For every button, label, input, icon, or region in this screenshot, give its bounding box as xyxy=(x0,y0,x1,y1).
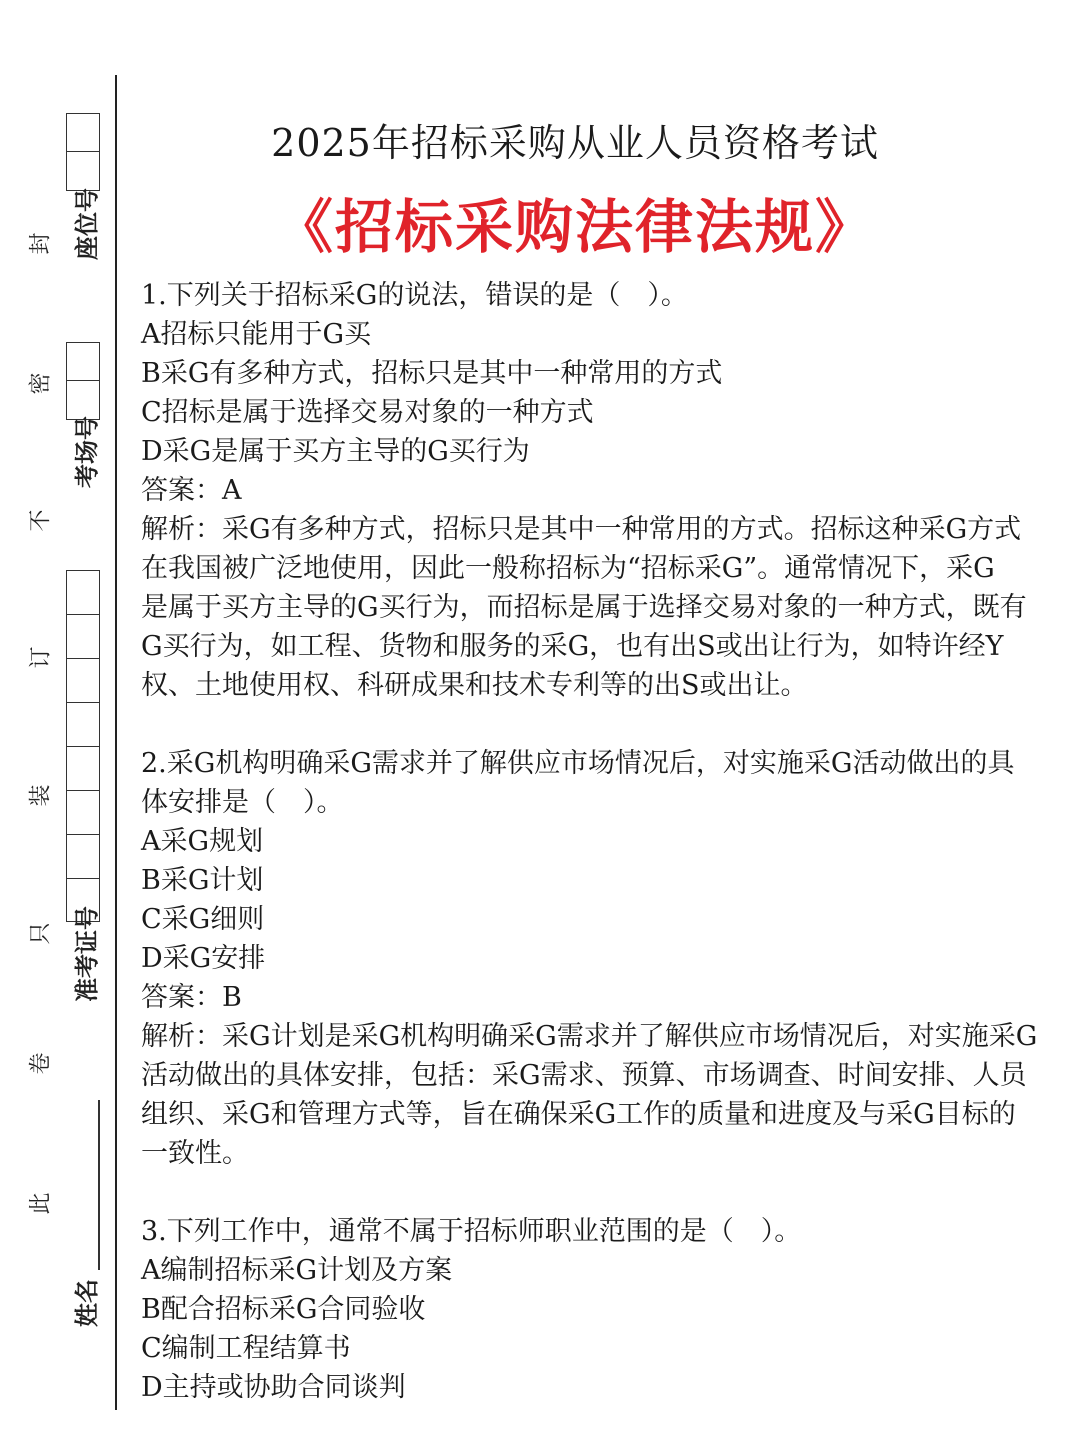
answer: 答案：B xyxy=(141,982,242,1013)
analysis-line: 一致性。 xyxy=(141,1138,249,1169)
question-stem: 1.下列关于招标采G的说法，错误的是（ ）。 xyxy=(141,280,688,311)
ticket-number-label: 准考证号 xyxy=(72,906,101,1002)
ticket-number-box[interactable] xyxy=(67,703,99,747)
binding-margin-line xyxy=(115,75,117,1410)
seal-char-ci: 此 xyxy=(28,1192,54,1215)
ticket-number-box[interactable] xyxy=(67,659,99,703)
option-a: A编制招标采G计划及方案 xyxy=(141,1255,453,1286)
analysis-line: 在我国被广泛地使用，因此一般称招标为“招标采G”。通常情况下，采G xyxy=(141,553,995,584)
name-label: 姓名 xyxy=(72,1279,101,1327)
ticket-number-box[interactable] xyxy=(67,615,99,659)
subject-title: 《招标采购法律法规》 xyxy=(274,193,875,261)
ticket-number-box[interactable] xyxy=(67,747,99,791)
option-d: D采G是属于买方主导的G买行为 xyxy=(141,436,530,467)
option-b: B采G有多种方式，招标只是其中一种常用的方式 xyxy=(141,358,723,389)
question-stem: 体安排是（ ）。 xyxy=(141,787,344,818)
option-d: D主持或协助合同谈判 xyxy=(141,1372,406,1403)
analysis-line: 是属于买方主导的G买行为，而招标是属于选择交易对象的一种方式，既有 xyxy=(141,592,1027,623)
question-stem: 2.采G机构明确采G需求并了解供应市场情况后，对实施采G活动做出的具 xyxy=(141,748,1015,779)
ticket-number-box[interactable] xyxy=(67,571,99,615)
seal-char-juan: 卷 xyxy=(28,1052,54,1075)
question-list xyxy=(141,276,1066,1407)
exam-room-box[interactable] xyxy=(67,343,99,381)
analysis-line: 组织、采G和管理方式等，旨在确保采G工作的质量和进度及与采G目标的 xyxy=(141,1099,1016,1130)
seal-char-bu: 不 xyxy=(28,509,54,532)
analysis-line: 解析：采G有多种方式，招标只是其中一种常用的方式。招标这种采G方式 xyxy=(141,514,1022,545)
option-a: A招标只能用于G买 xyxy=(141,319,372,350)
seal-char-zhi: 只 xyxy=(28,922,54,945)
ticket-number-boxes[interactable] xyxy=(66,570,100,922)
seal-char-feng: 封 xyxy=(28,232,54,255)
question-2 xyxy=(141,744,1066,1173)
question-3 xyxy=(141,1212,1066,1407)
seal-char-mi: 密 xyxy=(28,372,54,395)
ticket-number-box[interactable] xyxy=(67,835,99,879)
seat-number-box[interactable] xyxy=(67,114,99,152)
ticket-number-box[interactable] xyxy=(67,791,99,835)
answer: 答案：A xyxy=(141,475,242,506)
question-gap xyxy=(141,1173,1066,1212)
seat-number-box[interactable] xyxy=(67,152,99,190)
option-b: B配合招标采G合同验收 xyxy=(141,1294,426,1325)
analysis-line: 活动做出的具体安排，包括：采G需求、预算、市场调查、时间安排、人员 xyxy=(141,1060,1027,1091)
analysis-line: G买行为，如工程、货物和服务的采G，也有出S或出让行为，如特许经Y xyxy=(141,631,1004,662)
option-c: C编制工程结算书 xyxy=(141,1333,351,1364)
analysis-line: 解析：采G计划是采G机构明确采G需求并了解供应市场情况后，对实施采G xyxy=(141,1021,1038,1052)
option-a: A采G规划 xyxy=(141,826,264,857)
option-d: D采G安排 xyxy=(141,943,266,974)
analysis-line: 权、土地使用权、科研成果和技术专利等的出S或出让。 xyxy=(141,670,808,701)
question-gap xyxy=(141,705,1066,744)
seal-char-ding: 订 xyxy=(28,646,54,669)
exam-title: 2025年招标采购从业人员资格考试 xyxy=(271,121,879,165)
exam-room-box[interactable] xyxy=(67,381,99,419)
seat-number-boxes[interactable] xyxy=(66,113,100,191)
name-input-line[interactable] xyxy=(98,1100,100,1270)
question-stem: 3.下列工作中，通常不属于招标师职业范围的是（ ）。 xyxy=(141,1216,802,1247)
seal-char-zhuang: 装 xyxy=(28,784,54,807)
exam-room-boxes[interactable] xyxy=(66,342,100,420)
option-c: C采G细则 xyxy=(141,904,265,935)
seat-number-label: 座位号 xyxy=(72,188,101,260)
option-c: C招标是属于选择交易对象的一种方式 xyxy=(141,397,594,428)
question-1 xyxy=(141,276,1066,705)
option-b: B采G计划 xyxy=(141,865,264,896)
exam-room-label: 考场号 xyxy=(72,416,101,488)
